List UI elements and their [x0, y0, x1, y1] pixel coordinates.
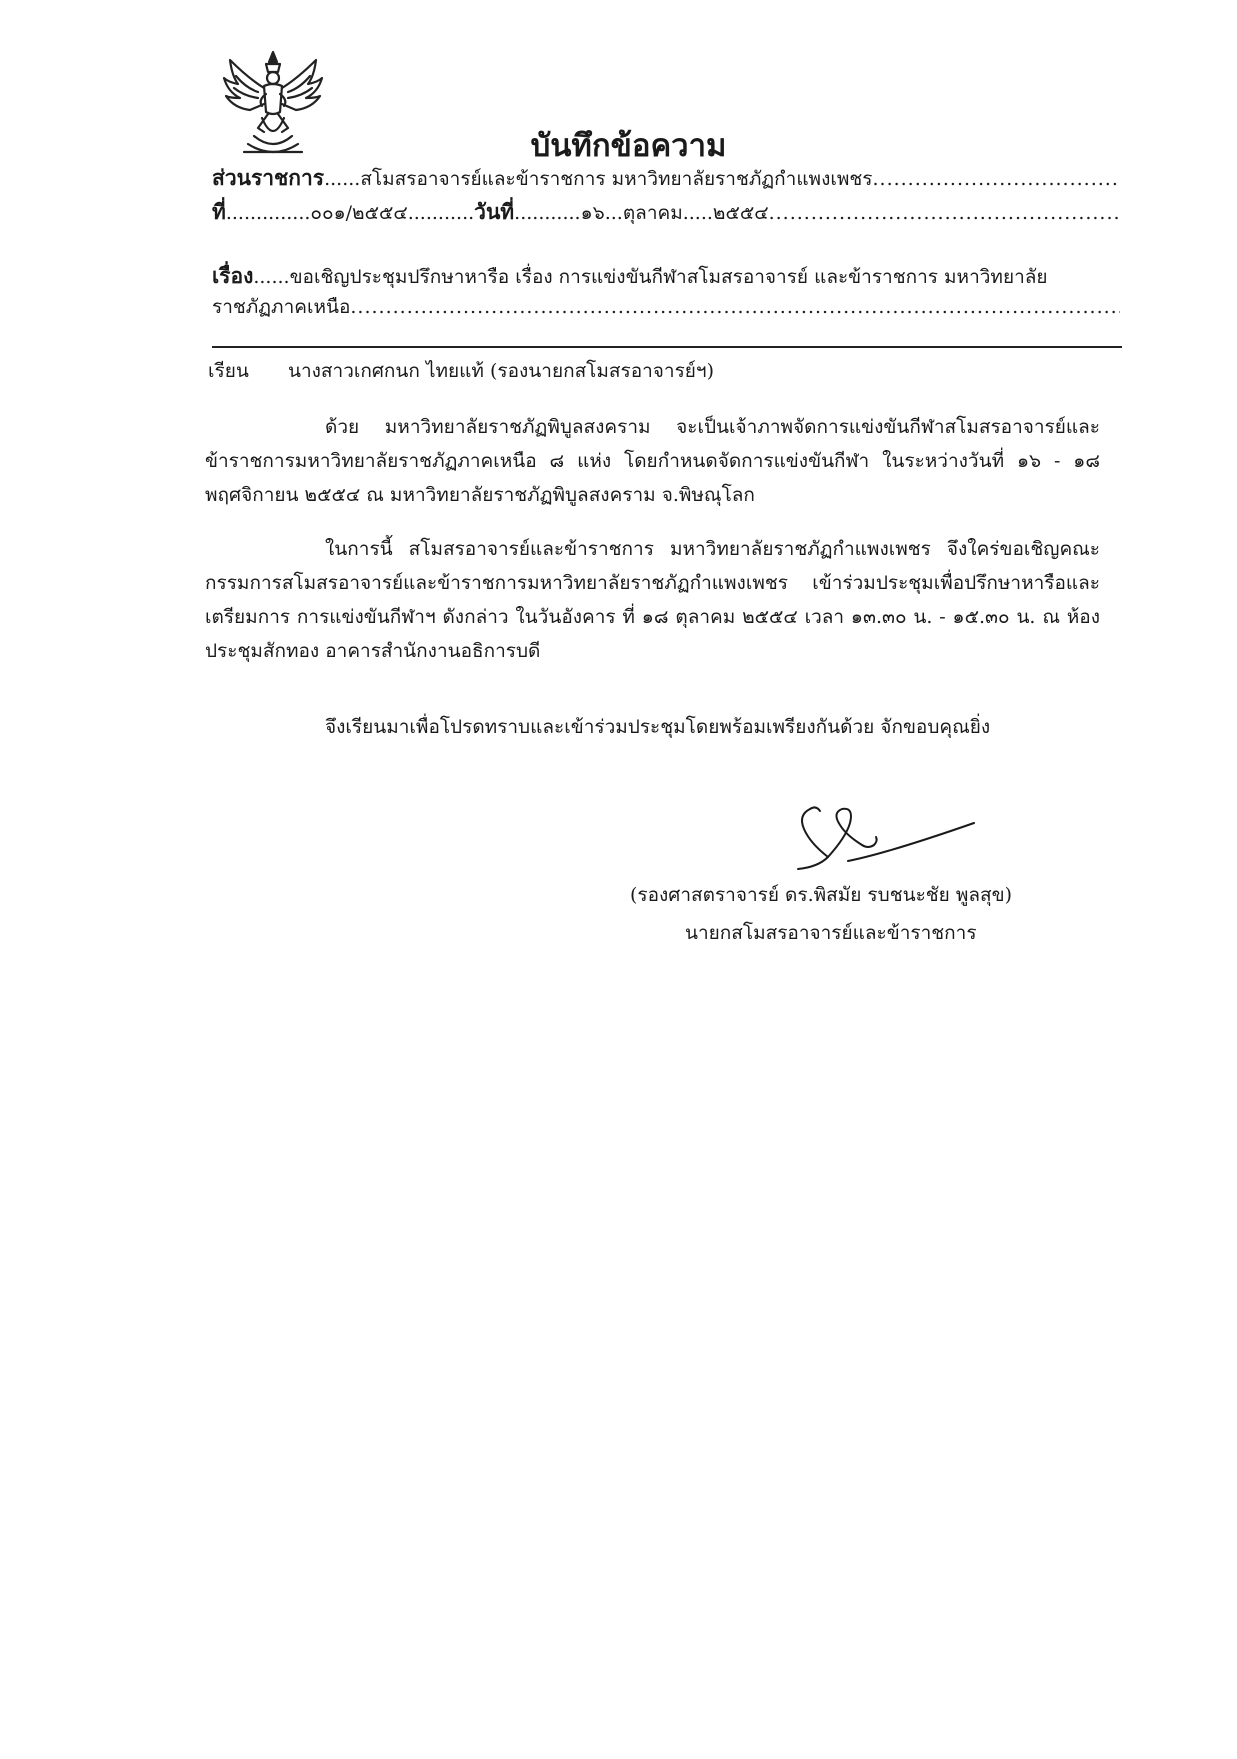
body-paragraph-3-text: จึงเรียนมาเพื่อโปรดทราบและเข้าร่วมประชุมโดยพร้อมเพรียงกันด้วย จักขอบคุณยิ่ง [325, 716, 991, 738]
signatory-position: นายกสโมสรอาจารย์และข้าราชการ [685, 922, 977, 944]
date-dots [769, 202, 1120, 224]
number-value: ..............๐๐๑/๒๕๕๔........... [225, 202, 475, 224]
header-divider [212, 346, 1122, 348]
salutation [208, 356, 714, 386]
number-date-line [212, 196, 1120, 226]
date-label: วันที่ [474, 199, 515, 224]
subject-value-2: ราชภัฏภาคเหนือ [212, 296, 351, 318]
subject-value-1: ......ขอเชิญประชุมปรึกษาหารือ เรื่อง การแข่งขันกีฬาสโมสรอาจารย์ และข้าราชการ มหาวิทยาลัย [253, 266, 1048, 288]
body-paragraph-1 [205, 410, 1100, 512]
subject-dots [350, 296, 1120, 318]
salutation-recipient: นางสาวเกศกนก ไทยแท้ (รองนายกสโมสรอาจารย์ฯ) [288, 360, 715, 382]
subject-line-2 [212, 292, 1120, 322]
number-label: ที่ [212, 199, 226, 224]
body-paragraph-3 [205, 710, 1100, 744]
subject-label: เรื่อง [212, 263, 254, 288]
memo-title: บันทึกข้อความ [530, 128, 727, 164]
handwritten-signature-icon [788, 795, 978, 875]
body-paragraph-1-text: ด้วย มหาวิทยาลัยราชภัฏพิบูลสงคราม จะเป็นเจ้าภาพจัดการแข่งขันกีฬาสโมสรอาจารย์และข้าราชการมหาวิทยาลัยราชภัฏภาคเหนือ ๘ แห่ง โดยกำหนดจัดการแข่งขันกีฬา ในระหว่างวันที่ ๑๖ - ๑๘ พฤศจิกายน ๒๕๕๔ ณ มหาวิทยาลัยราชภัฏพิบูลสงคราม จ.พิษณุโลก [205, 416, 1100, 506]
body-paragraph-2 [205, 532, 1100, 668]
department-label: ส่วนราชการ [212, 165, 325, 190]
body-paragraph-2-text: ในการนี้ สโมสรอาจารย์และข้าราชการ มหาวิทยาลัยราชภัฏกำแพงเพชร จึงใคร่ขอเชิญคณะกรรมการสโมสรอาจารย์และข้าราชการมหาวิทยาลัยราชภัฏกำแพงเพชร เข้าร่วมประชุมเพื่อปรึกษาหารือและเตรียมการ การแข่งขันกีฬาฯ ดังกล่าว ในวันอังคาร ที่ ๑๘ ตุลาคม ๒๕๕๔ เวลา ๑๓.๓๐ น. - ๑๕.๓๐ น. ณ ห้องประชุมสักทอง อาคารสำนักงานอธิการบดี [205, 538, 1100, 662]
signatory-name: (รองศาสตราจารย์ ดร.พิสมัย รบชนะชัย พูลสุข) [630, 884, 1013, 906]
salutation-label: เรียน [208, 360, 249, 382]
department-dots [872, 168, 1120, 190]
date-value: ...........๑๖...ตุลาคม.....๒๕๕๔ [514, 202, 769, 224]
department-line [212, 162, 1120, 192]
subject-line-1 [212, 260, 1120, 290]
department-value: ......สโมสรอาจารย์และข้าราชการ มหาวิทยาลัยราชภัฏกำแพงเพชร [324, 168, 873, 190]
